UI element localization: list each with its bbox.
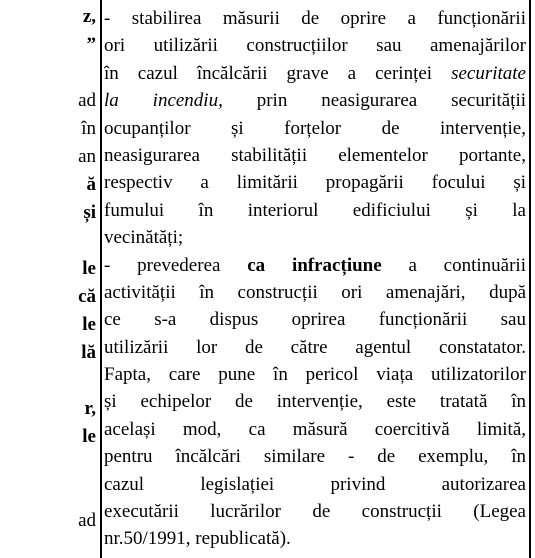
left-fragment-3: ad <box>78 90 96 111</box>
left-fragment-12: r, <box>84 398 96 419</box>
table-border-left <box>100 0 102 558</box>
text-line: - stabilirea măsurii de oprire a funcționării <box>104 8 526 29</box>
text-line: neasigurarea stabilității elementelor portante, <box>104 144 526 166</box>
text-line: în cazul încălcării grave a cerinței securitate <box>104 62 526 84</box>
text-line: ce s-a dispus oprirea funcționării sau <box>104 309 526 331</box>
left-fragment-7: și <box>83 202 96 223</box>
left-fragment-10: le <box>82 314 96 335</box>
text-line: ori utilizării construcțiilor sau amenajărilor <box>104 35 526 57</box>
left-fragment-13: le <box>82 426 96 447</box>
text-line: nr.50/1991, republicată). <box>104 528 291 550</box>
text-line: la incendiu, prin neasigurarea securității <box>104 90 526 112</box>
text-line: utilizării lor de către agentul constatator. <box>104 336 526 358</box>
text-line: vecinătăți; <box>104 227 184 249</box>
left-fragment-11: lă <box>81 342 96 363</box>
text-line: respectiv a limitării propagării focului și <box>104 172 526 194</box>
left-fragment-6: ă <box>86 174 96 195</box>
left-fragment-2: ” <box>86 34 96 55</box>
text-line: Fapta, care pune în pericol viața utilizatorilor <box>104 364 526 386</box>
text-line: pentru încălcări similare - de exemplu, în <box>104 446 526 468</box>
left-column-fragment <box>0 0 100 558</box>
right-column-text <box>104 0 526 558</box>
text-line: și echipelor de intervenție, este tratată în <box>104 391 526 413</box>
left-fragment-5: an <box>78 146 96 167</box>
text-line: fumului în interiorul edificiului și la <box>104 199 526 221</box>
left-fragment-4: în <box>81 118 96 139</box>
paragraph-offence-provision <box>104 252 526 553</box>
text-line: - prevederea ca infracțiune a continuării <box>104 254 526 276</box>
left-fragment-14: ad <box>78 510 96 531</box>
text-line: ocupanților și forțelor de intervenție, <box>104 117 526 139</box>
text-line: cazul legislației privind autorizarea <box>104 473 526 495</box>
left-fragment-1: z, <box>82 6 96 27</box>
left-fragment-8: le <box>82 258 96 279</box>
left-fragment-9: că <box>78 286 96 307</box>
text-line: activității în construcții ori amenajări, după <box>104 281 526 303</box>
text-line: executării lucrărilor de construcții (Legea <box>104 501 526 523</box>
table-border-right <box>529 0 531 558</box>
text-line: același mod, ca măsură coercitivă limită, <box>104 418 526 440</box>
paragraph-safety-measure <box>104 5 526 252</box>
